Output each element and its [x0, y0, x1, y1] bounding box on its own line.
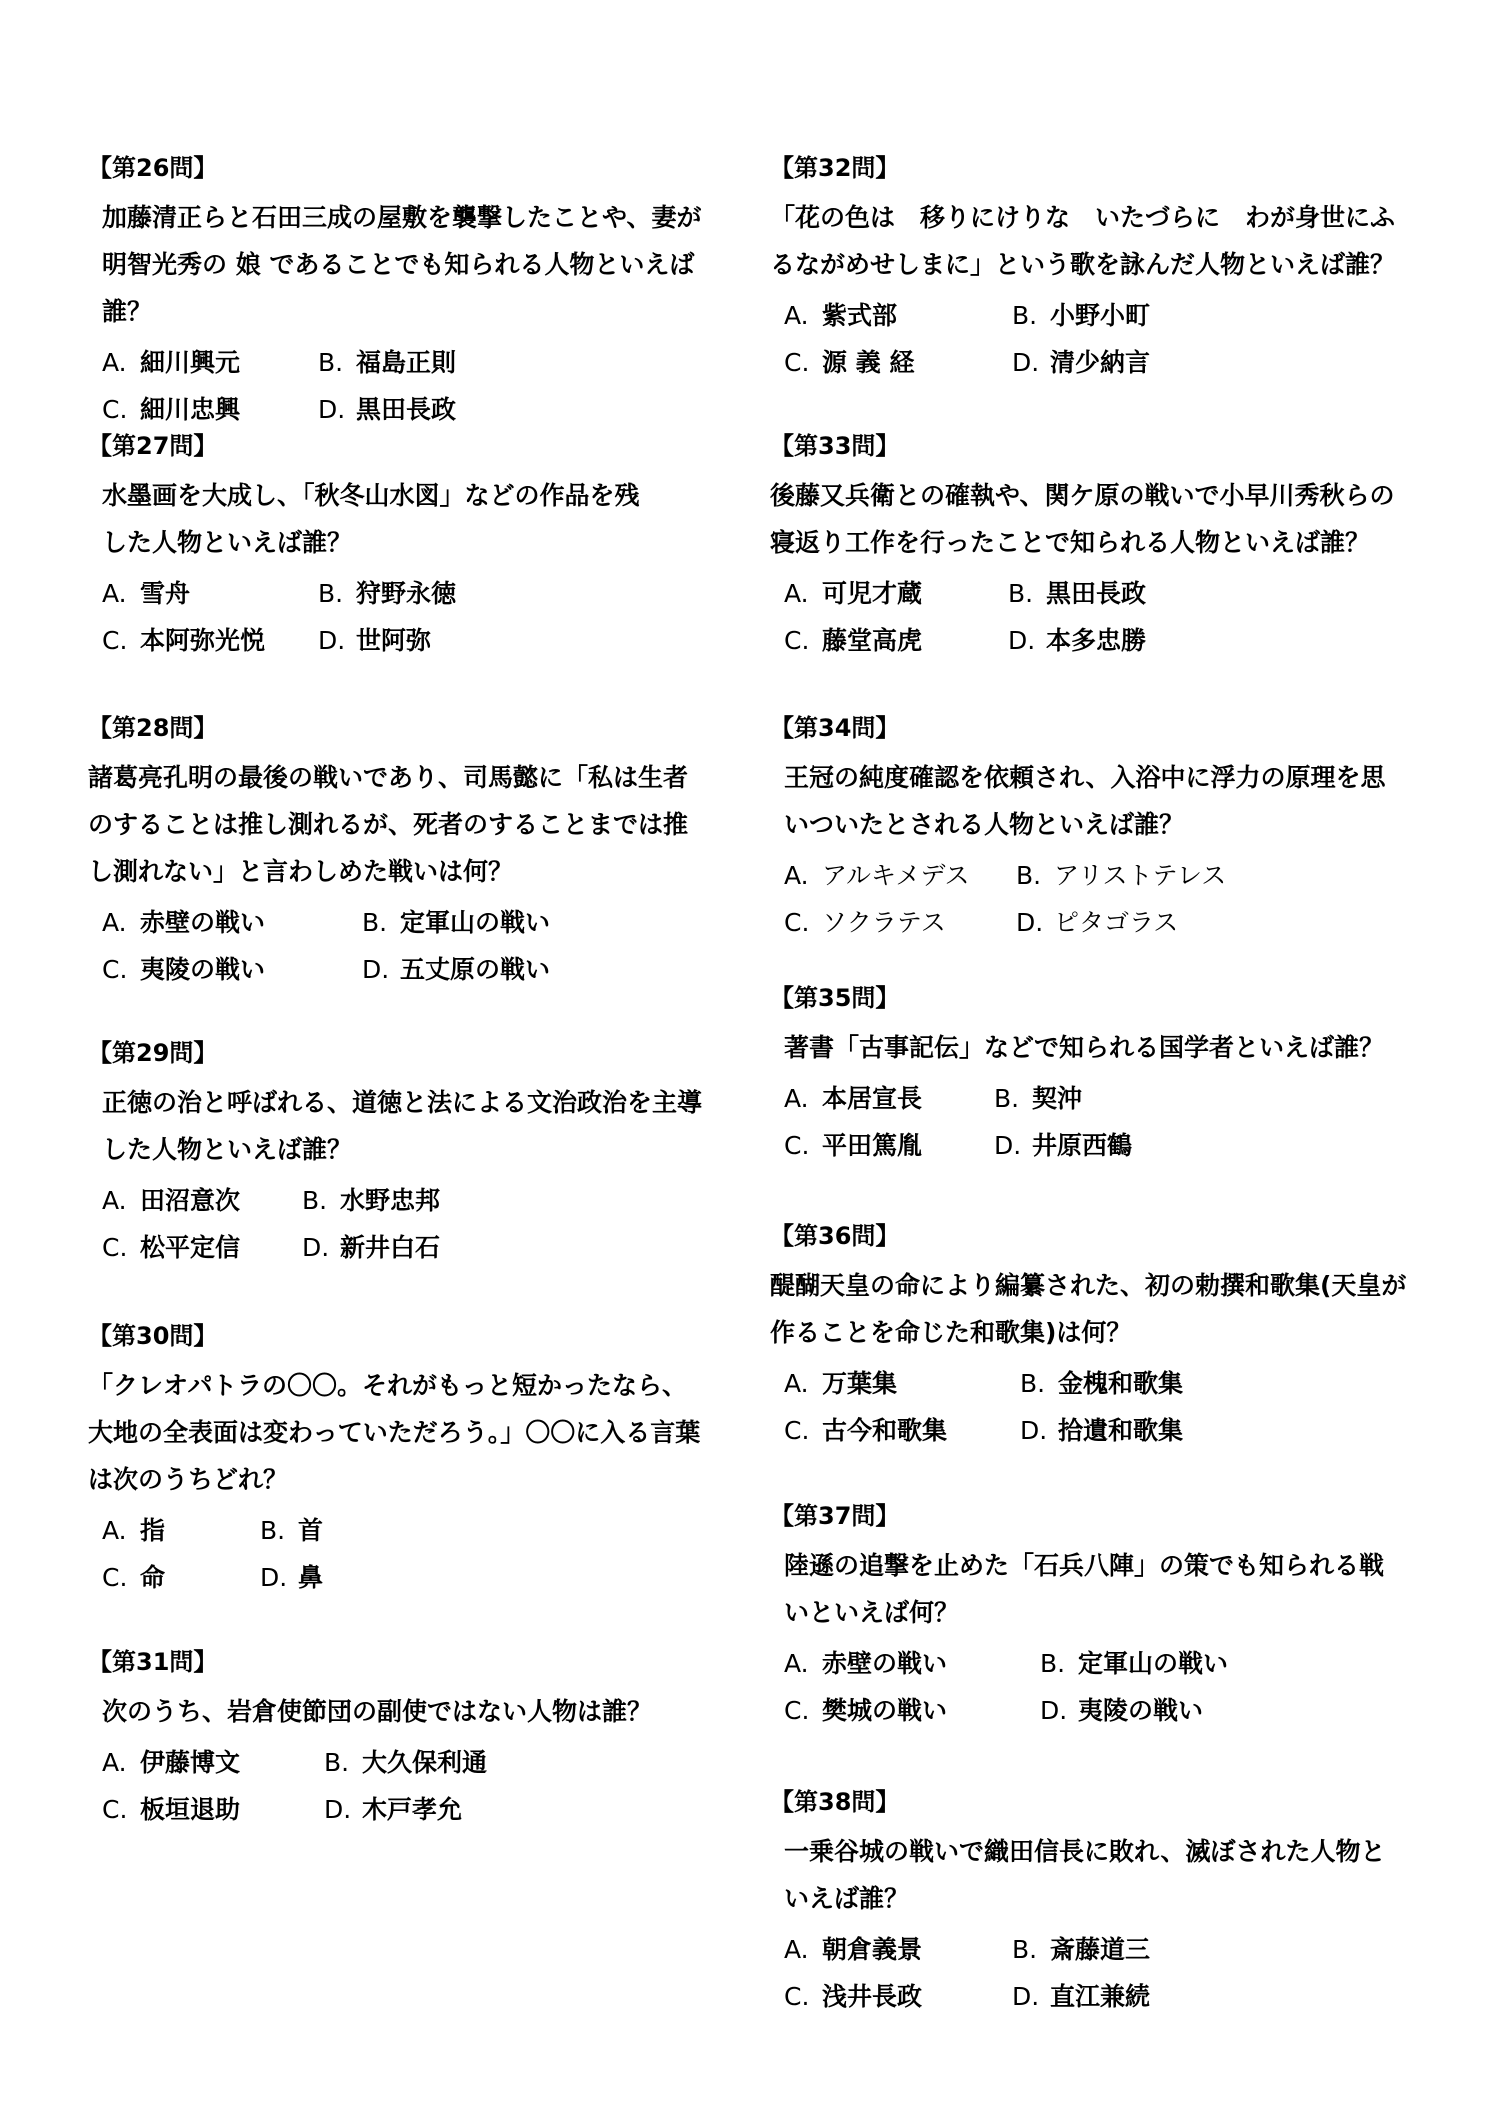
option-a: A. 本居宣長 [784, 1084, 923, 1113]
option-a: A. 赤壁の戦い [102, 908, 266, 937]
option-c: C. 板垣退助 [102, 1795, 241, 1824]
options [770, 1926, 1410, 2020]
option-a: A. 紫式部 [784, 301, 898, 330]
option-d: D. 拾遺和歌集 [1020, 1416, 1184, 1445]
question-text: 著書「古事記伝」などで知られる国学者といえば誰？ [784, 1033, 1385, 1062]
option-d: D. 直江兼続 [1012, 1982, 1151, 2011]
options [770, 1075, 1410, 1169]
question-header: 【第28問】 [88, 714, 218, 742]
option-a: A. 可児才蔵 [784, 579, 923, 608]
option-b: B. 首 [260, 1516, 324, 1545]
option-d: D. 世阿弥 [318, 626, 432, 655]
option-a: A. 田沼意次 [102, 1186, 241, 1215]
question-text: 陸遜の追撃を止めた「石兵八陣」の策でも知られる戦いといえば何？ [784, 1551, 1385, 1627]
option-c: C. 細川忠興 [102, 395, 241, 424]
option-b: B. 定軍山の戦い [362, 908, 551, 937]
options [88, 570, 708, 664]
option-b: B. 福島正則 [318, 348, 457, 377]
question-header: 【第35問】 [770, 984, 900, 1012]
option-a: A. 伊藤博文 [102, 1748, 241, 1777]
question-header: 【第29問】 [88, 1039, 218, 1067]
option-a: A. 万葉集 [784, 1369, 898, 1398]
option-c: C. 樊城の戦い [784, 1696, 948, 1725]
option-b: B. 金槐和歌集 [1020, 1369, 1184, 1398]
option-c: C. 古今和歌集 [784, 1416, 948, 1445]
option-c: C. 藤堂高虎 [784, 626, 923, 655]
question-header: 【第31問】 [88, 1648, 218, 1676]
option-d: D. 黒田長政 [318, 395, 457, 424]
option-c: C. ソクラテス [784, 908, 946, 937]
question-28 [88, 710, 708, 993]
option-b: B. 大久保利通 [324, 1748, 488, 1777]
option-b: B. 契沖 [994, 1084, 1083, 1113]
options [88, 339, 708, 433]
option-d: D. 本多忠勝 [1008, 626, 1147, 655]
option-c: C. 松平定信 [102, 1233, 241, 1262]
option-d: D. 五丈原の戦い [362, 955, 551, 984]
question-text: 「花の色は 移りにけりな いたづらに わが身世にふるながめせしまに」という歌を詠んだ人物といえば誰？ [770, 203, 1396, 279]
question-text: 一乗谷城の戦いで織田信長に敗れ、滅ぼされた人物といえば誰？ [784, 1837, 1386, 1913]
question-29 [88, 1035, 708, 1271]
question-header: 【第27問】 [88, 432, 218, 460]
question-header: 【第34問】 [770, 714, 900, 742]
option-d: D. 木戸孝允 [324, 1795, 463, 1824]
question-header: 【第26問】 [88, 154, 218, 182]
options [770, 292, 1410, 386]
option-b: B. 斎藤道三 [1012, 1935, 1151, 1964]
question-text: 「クレオパトラの〇〇。それがもっと短かったなら、大地の全表面は変わっていただろう。」〇〇に入る言葉は次のうちどれ？ [88, 1371, 701, 1494]
option-d: D. 井原西鶴 [994, 1131, 1133, 1160]
options [770, 570, 1410, 664]
question-text: 次のうち、岩倉使節団の副使ではない人物は誰？ [102, 1697, 653, 1726]
options [770, 1360, 1410, 1454]
question-header: 【第36問】 [770, 1222, 900, 1250]
option-b: B. 小野小町 [1012, 301, 1151, 330]
question-35 [770, 980, 1410, 1169]
question-header: 【第37問】 [770, 1502, 900, 1530]
option-a: A. アルキメデス [784, 861, 970, 890]
option-a: A. 雪舟 [102, 579, 191, 608]
question-text: 醍醐天皇の命により編纂された、初の勅撰和歌集(天皇が作ることを命じた和歌集)は何？ [770, 1271, 1407, 1347]
option-b: B. 狩野永徳 [318, 579, 457, 608]
option-c: C. 平田篤胤 [784, 1131, 923, 1160]
option-d: D. ピタゴラス [1016, 908, 1179, 937]
options [770, 852, 1410, 946]
option-d: D. 鼻 [260, 1563, 324, 1592]
options [88, 1507, 708, 1601]
question-header: 【第30問】 [88, 1322, 218, 1350]
question-38 [770, 1784, 1410, 2020]
option-a: A. 朝倉義景 [784, 1935, 923, 1964]
option-d: D. 新井白石 [302, 1233, 441, 1262]
options [88, 1177, 708, 1271]
question-text: 水墨画を大成し、「秋冬山水図」などの作品を残した人物といえば誰？ [102, 481, 640, 557]
question-37 [770, 1498, 1410, 1734]
option-c: C. 源 義 経 [784, 348, 915, 377]
question-header: 【第38問】 [770, 1788, 900, 1816]
question-header: 【第32問】 [770, 154, 900, 182]
option-b: B. 黒田長政 [1008, 579, 1147, 608]
question-text: 諸葛亮孔明の最後の戦いであり、司馬懿に「私は生者のすることは推し測れるが、死者のすることまでは推し測れない」と言わしめた戦いは何？ [88, 763, 689, 886]
option-d: D. 清少納言 [1012, 348, 1151, 377]
question-32 [770, 150, 1410, 386]
option-b: B. 定軍山の戦い [1040, 1649, 1229, 1678]
option-c: C. 浅井長政 [784, 1982, 923, 2011]
question-34 [770, 710, 1410, 946]
question-33 [770, 428, 1410, 664]
options [88, 1739, 708, 1833]
options [770, 1640, 1410, 1734]
question-27 [88, 428, 708, 664]
option-b: B. アリストテレス [1016, 861, 1227, 890]
option-c: C. 本阿弥光悦 [102, 626, 266, 655]
option-a: A. 指 [102, 1516, 166, 1545]
question-36 [770, 1218, 1410, 1454]
option-b: B. 水野忠邦 [302, 1186, 441, 1215]
question-text: 正徳の治と呼ばれる、道徳と法による文治政治を主導した人物といえば誰？ [102, 1088, 703, 1164]
question-text: 王冠の純度確認を依頼され、入浴中に浮力の原理を思いついたとされる人物といえば誰？ [784, 763, 1386, 839]
option-a: A. 赤壁の戦い [784, 1649, 948, 1678]
question-30 [88, 1318, 708, 1601]
question-text: 後藤又兵衛との確執や、関ケ原の戦いで小早川秀秋らの寝返り工作を行ったことで知られる人物といえば誰？ [770, 481, 1395, 557]
option-a: A. 細川興元 [102, 348, 241, 377]
options [88, 899, 708, 993]
option-c: C. 命 [102, 1563, 166, 1592]
question-text: 加藤清正らと石田三成の屋敷を襲撃したことや、妻が明智光秀の 娘 であることでも知られる人物といえば誰？ [102, 203, 702, 326]
question-26 [88, 150, 708, 433]
question-31 [88, 1644, 708, 1833]
option-c: C. 夷陵の戦い [102, 955, 266, 984]
option-d: D. 夷陵の戦い [1040, 1696, 1204, 1725]
question-header: 【第33問】 [770, 432, 900, 460]
